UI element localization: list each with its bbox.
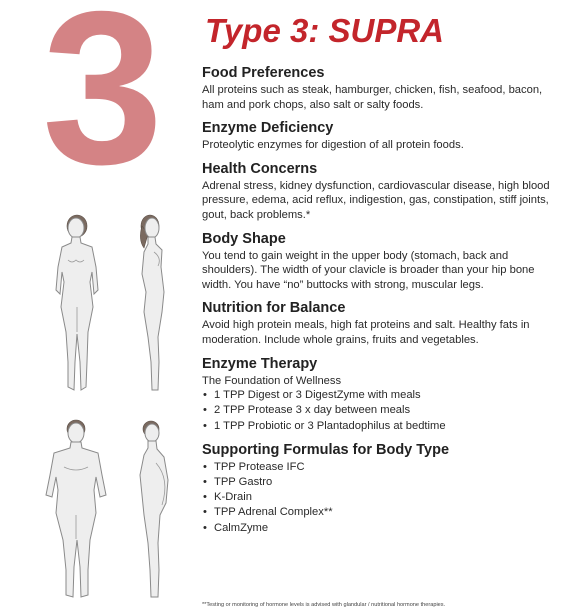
section-body: All proteins such as steak, hamburger, chicken, fish, seafood, bacon, ham and pork chops, also salt or salty foods. xyxy=(202,84,543,111)
footnote: **Testing or monitoring of hormone levels is advised with glandular / nutritional hormone therapies. xyxy=(202,602,446,608)
section-heading: Body Shape xyxy=(202,230,286,247)
list-item-text: TPP Protease IFC xyxy=(214,460,305,473)
list-item xyxy=(202,460,552,475)
male-side-figure xyxy=(140,421,168,597)
section-subheading: The Foundation of Wellness xyxy=(202,374,342,387)
bullet-icon: • xyxy=(203,521,207,534)
section-body: You tend to gain weight in the upper body (stomach, back and shoulders). The width of your clavicle is broader than your hip bone width. You have “no” buttocks with strong, muscular legs. xyxy=(202,249,535,291)
list-item xyxy=(202,419,552,434)
bullet-icon: • xyxy=(203,389,207,402)
health-concerns-section xyxy=(202,160,552,223)
male-front-figure xyxy=(46,420,106,597)
bullet-icon: • xyxy=(203,419,207,432)
section-heading: Enzyme Deficiency xyxy=(202,120,334,137)
list-item-text: TPP Adrenal Complex** xyxy=(214,506,333,519)
section-heading: Health Concerns xyxy=(202,160,318,177)
list-item-text: TPP Gastro xyxy=(214,475,273,488)
type-number: 3 xyxy=(42,0,164,210)
section-heading: Supporting Formulas for Body Type xyxy=(202,441,450,458)
bullet-icon: • xyxy=(203,506,207,519)
list-item xyxy=(202,388,552,403)
bullet-icon: • xyxy=(203,404,207,417)
bullet-icon: • xyxy=(203,475,207,488)
formulas-list xyxy=(202,460,552,536)
female-body-illustration xyxy=(30,212,200,402)
list-item xyxy=(202,403,552,418)
list-item-text: K-Drain xyxy=(214,491,252,504)
list-item xyxy=(202,521,552,536)
list-item-text: 1 TPP Digest or 3 DigestZyme with meals xyxy=(214,389,421,402)
body-shape-section xyxy=(202,230,552,293)
list-item-text: 1 TPP Probiotic or 3 Plantadophilus at bedtime xyxy=(214,419,446,432)
female-side-figure xyxy=(140,215,164,390)
list-item xyxy=(202,490,552,505)
section-heading: Food Preferences xyxy=(202,65,325,81)
male-body-illustration xyxy=(28,415,198,605)
section-heading: Nutrition for Balance xyxy=(202,300,346,317)
list-item-text: CalmZyme xyxy=(214,521,269,534)
page-title: Type 3: SUPRA xyxy=(205,12,444,49)
supporting-formulas-section xyxy=(202,441,552,536)
nutrition-balance-section xyxy=(202,299,552,347)
list-item-text: 2 TPP Protease 3 x day between meals xyxy=(214,404,411,417)
list-item xyxy=(202,505,552,520)
section-body: Proteolytic enzymes for digestion of all protein foods. xyxy=(202,139,464,152)
female-front-figure xyxy=(56,215,98,390)
content-column xyxy=(202,64,552,543)
section-body: Adrenal stress, kidney dysfunction, cardiovascular disease, high blood pressure, edema, acid reflux, indigestion, gas, constipation, stiff joints, gout, back problems.* xyxy=(202,179,550,221)
section-body: Avoid high protein meals, high fat proteins and salt. Healthy fats in moderation. Include whole grains, fruits and vegetables. xyxy=(202,319,530,346)
list-item xyxy=(202,475,552,490)
section-heading: Enzyme Therapy xyxy=(202,355,318,372)
bullet-icon: • xyxy=(203,491,207,504)
enzyme-therapy-section xyxy=(202,355,552,434)
enzyme-deficiency-section xyxy=(202,119,552,153)
food-preferences-section xyxy=(202,64,552,112)
therapy-list xyxy=(202,388,552,434)
bullet-icon: • xyxy=(203,460,207,473)
